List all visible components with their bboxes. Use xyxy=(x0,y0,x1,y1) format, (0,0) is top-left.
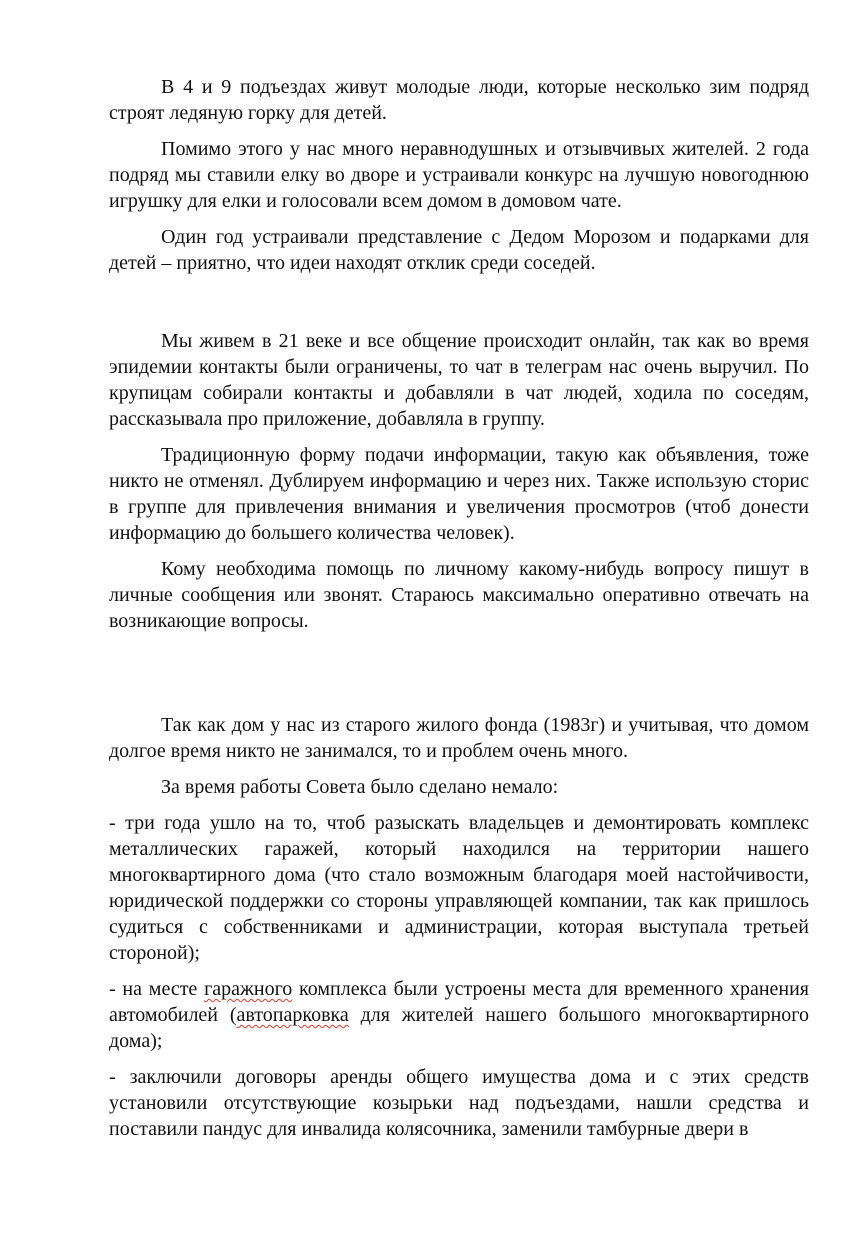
blank-space xyxy=(109,286,809,328)
paragraph-ice-slide: В 4 и 9 подъездах живут молодые люди, которые несколько зим подряд строят ледяную горку для детей. xyxy=(109,76,809,124)
paragraph-santa-show: Один год устраивали представление с Дедом Морозом и подарками для детей – приятно, что идеи находят отклик среди соседей. xyxy=(109,226,809,274)
list-item-parking xyxy=(109,976,809,1054)
spellcheck-word: автопарковка xyxy=(236,1004,349,1026)
paragraph-council-work: За время работы Совета было сделано немало: xyxy=(161,776,559,798)
paragraph-old-house: Так как дом у нас из старого жилого фонда (1983г) и учитывая, что домом долгое время никто не занимался, то и проблем очень много. xyxy=(109,714,809,762)
text-run: для жителей нашего большого многоквартирного дома); xyxy=(109,1004,809,1052)
text-run: - на месте xyxy=(109,978,205,1000)
list-item-garages: - три года ушло на то, чтоб разыскать владельцев и демонтировать комплекс металлических гаражей, который находился на территории нашего многоквартирного дома (что стало возможным благодаря моей настойчивости, юридической поддержки со стороны управляющей компании, так как пришлось судиться с собственниками и администрации, которая выступала третьей стороной); xyxy=(109,812,809,964)
paragraph-announcements: Традиционную форму подачи информации, такую как объявления, тоже никто не отменял. Дублируем информацию и через них. Также использую сторис в группе для привлечения внимания и увеличения просмотров (чтоб донести информацию до большего количества человек). xyxy=(109,444,809,544)
document-body xyxy=(109,74,809,1152)
spellcheck-word: гаражного xyxy=(204,978,293,1000)
paragraph-new-year-tree: Помимо этого у нас много неравнодушных и отзывчивых жителей. 2 года подряд мы ставили елку во дворе и устраивали конкурс на лучшую новогоднюю игрушку для елки и голосовали всем домом в домовом чате. xyxy=(109,138,809,212)
text-run: комплекса были устроены места для временного хранения автомобилей ( xyxy=(109,978,810,1026)
paragraph-online-chat: Мы живем в 21 веке и все общение происходит онлайн, так как во время эпидемии контакты были ограничены, то чат в телеграм нас очень выручил. По крупицам собирали контакты и добавляли в чат людей, ходила по соседям, рассказывала про приложение, добавляла в группу. xyxy=(109,330,809,430)
paragraph-personal-help: Кому необходима помощь по личному какому-нибудь вопросу пишут в личные сообщения или звонят. Стараюсь максимально оперативно отвечать на возникающие вопросы. xyxy=(109,558,809,632)
list-item-lease: - заключили договоры аренды общего имущества дома и с этих средств установили отсутствующие козырьки над подъездами, нашли средства и поставили пандус для инвалида колясочника, заменили тамбурные двери в xyxy=(109,1066,809,1140)
blank-space xyxy=(109,644,809,712)
